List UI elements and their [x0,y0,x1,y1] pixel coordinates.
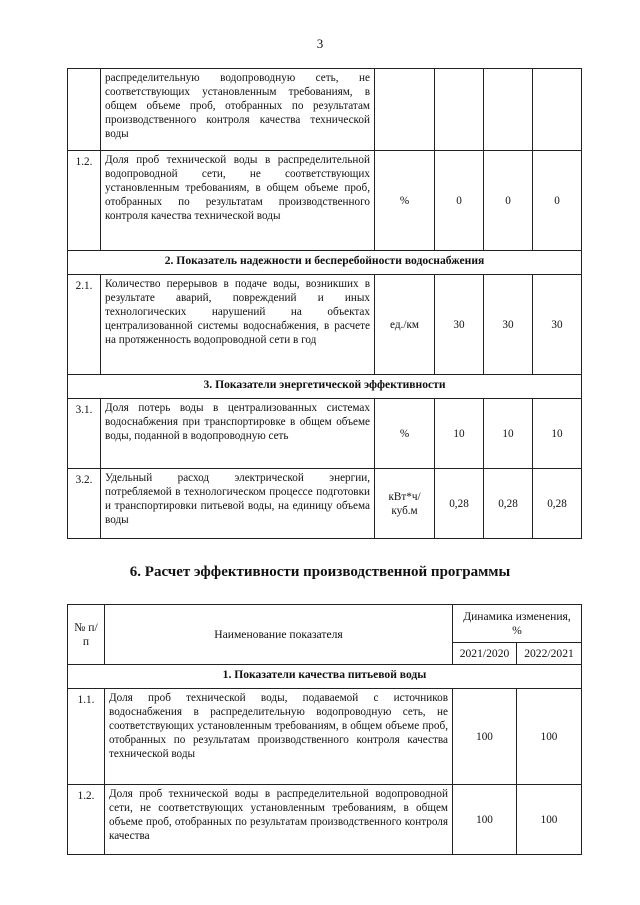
efficiency-table [67,604,582,855]
row-value: 0 [484,151,533,251]
header-year-2: 2022/2021 [517,643,582,665]
header-dynamics: Динамика изменения, % [453,605,582,643]
indicators-table [67,68,582,539]
section-6-title: 6. Расчет эффективности производственной программы [129,564,511,580]
row-unit: ед./км [375,275,435,375]
row-unit: кВт*ч/ куб.м [375,469,435,539]
row-value: 10 [484,399,533,469]
row-value [484,69,533,151]
row-number: 1.2. [68,151,101,251]
row-description: Доля потерь воды в централизованных системах водоснабжения при транспортировке в общем объеме воды, поданной в водопроводную сеть [101,399,375,469]
row-number: 1.2. [68,785,105,855]
row-value: 10 [533,399,582,469]
row-value [533,69,582,151]
row-value: 0,28 [484,469,533,539]
row-description: Количество перерывов в подаче воды, возникших в результате аварий, повреждений и иных технологических нарушений на объектах централизованной системы водоснабжения, в расчете на протяженность водопроводной сети в год [101,275,375,375]
row-description: Доля проб технической воды в распределительной водопроводной сети, не соответствующих установленным требованиям, в общем объеме проб, отобранных по результатам производственного контроля качества [105,785,453,855]
row-value: 30 [484,275,533,375]
section-heading: 2. Показатель надежности и бесперебойности водоснабжения [68,251,582,275]
header-name: Наименование показателя [105,605,453,665]
row-unit: % [375,399,435,469]
row-number [68,69,101,151]
row-value: 100 [517,785,582,855]
table-row [68,785,582,855]
row-value: 0,28 [435,469,484,539]
row-number: 3.1. [68,399,101,469]
header-row [68,605,582,643]
row-value: 30 [435,275,484,375]
row-description: Удельный расход электрической энергии, потребляемой в технологическом процессе подготовки и транспортировки питьевой воды, на единицу объема воды [101,469,375,539]
section-heading: 1. Показатели качества питьевой воды [68,665,582,689]
header-num: № п/п [68,605,105,665]
row-value: 0 [533,151,582,251]
row-value: 0,28 [533,469,582,539]
header-year-1: 2021/2020 [453,643,517,665]
row-value: 100 [517,689,582,785]
row-value: 10 [435,399,484,469]
page-number: 3 [316,36,324,51]
section-row [68,375,582,399]
table-row [68,275,582,375]
row-value: 30 [533,275,582,375]
table-row [68,469,582,539]
row-value [435,69,484,151]
row-number: 3.2. [68,469,101,539]
section-row [68,665,582,689]
row-unit: % [375,151,435,251]
table-row [68,399,582,469]
row-description: распределительную водопроводную сеть, не соответствующих установленным требованиям, в общем объеме проб, отобранных по результатам производственного контроля качества технической воды [101,69,375,151]
row-description: Доля проб технической воды, подаваемой с источников водоснабжения в распределительную водопроводную сеть, не соответствующих установленным требованиям, в общем объеме проб, отобранных по результатам производственного контроля качества технической воды [105,689,453,785]
row-value: 0 [435,151,484,251]
row-unit [375,69,435,151]
row-value: 100 [453,785,517,855]
row-number: 2.1. [68,275,101,375]
row-number: 1.1. [68,689,105,785]
section-row [68,251,582,275]
table-row [68,151,582,251]
row-value: 100 [453,689,517,785]
table-row [68,69,582,151]
section-heading: 3. Показатели энергетической эффективности [68,375,582,399]
row-description: Доля проб технической воды в распределительной водопроводной сети, не соответствующих установленным требованиям, в общем объеме проб, отобранных по результатам производственного контроля качества технической воды [101,151,375,251]
table-row [68,689,582,785]
